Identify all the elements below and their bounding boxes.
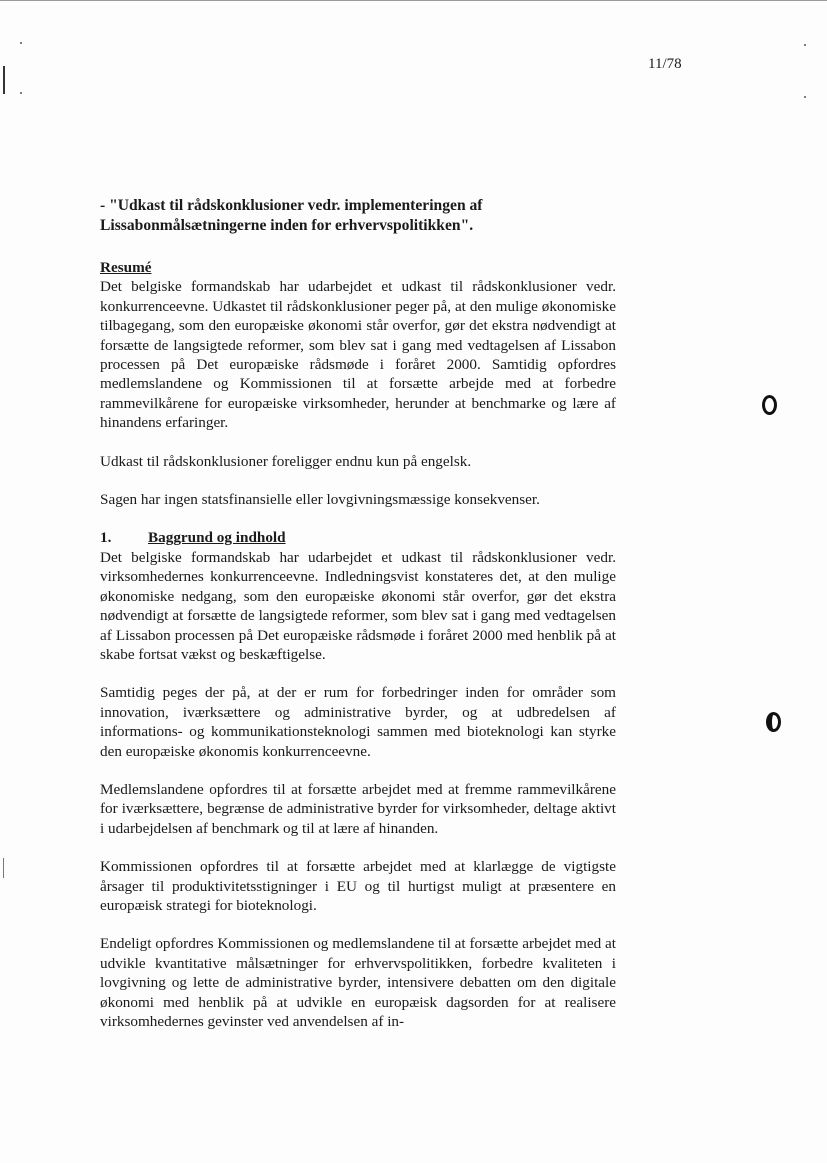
resume-paragraph: Sagen har ingen statsfinansielle eller lovgivningsmæssige konsekvenser. (100, 491, 540, 509)
scan-speck (804, 96, 806, 98)
section-number: 1. (100, 529, 112, 547)
resume-paragraph: Det belgiske formandskab har udarbejdet et udkast til rådskonklusioner vedr. konkurrenceevne. Udkastet til rådskonklusioner peger på, at den mulige økonomiske tilbagegang, som den europæiske økonomi står overfor, gør det ekstra nødvendigt at forsætte de langsigtede reformer, som blev sat i gang med vedtagelsen af Lissabon processen på Det europæiske rådsmøde i foråret 2000. Samtidig opfordres medlemslandene og Kommissionen til at forsætte arbejde med at forbedre rammevilkårene for europæiske virksomheder, herunder at benchmarke og lære af hinandens erfaringer. (100, 278, 616, 432)
scan-speck (804, 44, 806, 46)
scan-speck (20, 42, 22, 44)
section-paragraph: Medlemslandene opfordres til at forsætte arbejdet med at fremme rammevilkårene for iværksættere, begrænse de administrative byrder for virksomheder, deltage aktivt i udarbejdelsen af benchmark og til at lære af hinanden. (100, 780, 616, 837)
document-body (100, 196, 616, 1031)
section-paragraph: Det belgiske formandskab har udarbejdet et udkast til rådskonklusioner vedr. virksomhedernes konkurrenceevne. Indledningsvist konstateres det, at den mulige økonomiske nedgang, som den europæiske økonomi står overfor, gør det ekstra nødvendigt at forsætte de langsigtede reformer, som blev sat i gang med vedtagelsen af Lissabon processen på Det europæiske rådsmøde i foråret 2000 med henblik på at skabe fortsat vækst og beskæftigelse. (100, 548, 616, 663)
section-heading (100, 528, 616, 547)
resume-heading: Resumé (100, 259, 152, 276)
document-title: - "Udkast til rådskonklusioner vedr. implementeringen af Lissabonmålsætningerne inden for erhvervspolitikken". (100, 197, 483, 234)
section-paragraph: Samtidig peges der på, at der er rum for forbedringer inden for områder som innovation, iværksættere og administrative byrder, og at udbredelsen af informations- og kommunikationsteknologi sammen med bioteknologi kan styrke den europæiske økonomis konkurrenceevne. (100, 684, 616, 760)
scan-speck (20, 92, 22, 94)
section-paragraph: Endeligt opfordres Kommissionen og medlemslandene til at forsætte arbejdet med at udvikle kvantitative målsætninger for erhvervspolitikken, forbedre kvaliteten i lovgivning og lette de administrative byrder, intensivere debatten om den digitale økonomi med henblik på at udvikle en europæisk dagsorden for at realisere virksomhedernes gevinster ved anvendelsen af in- (100, 935, 616, 1030)
punch-hole (762, 395, 777, 415)
page-number: 11/78 (648, 56, 682, 72)
scan-edge-line (0, 0, 827, 1)
scan-margin-mark (3, 858, 4, 878)
scan-margin-mark (3, 66, 5, 94)
resume-paragraph: Udkast til rådskonklusioner foreligger endnu kun på engelsk. (100, 452, 472, 470)
section-paragraph: Kommissionen opfordres til at forsætte arbejdet med at klarlægge de vigtigste årsager til produktivitetsstigninger i EU og til hurtigst muligt at præsentere en europæisk strategi for bioteknologi. (100, 858, 616, 914)
punch-hole (766, 712, 781, 732)
section-title: Baggrund og indhold (148, 529, 286, 547)
